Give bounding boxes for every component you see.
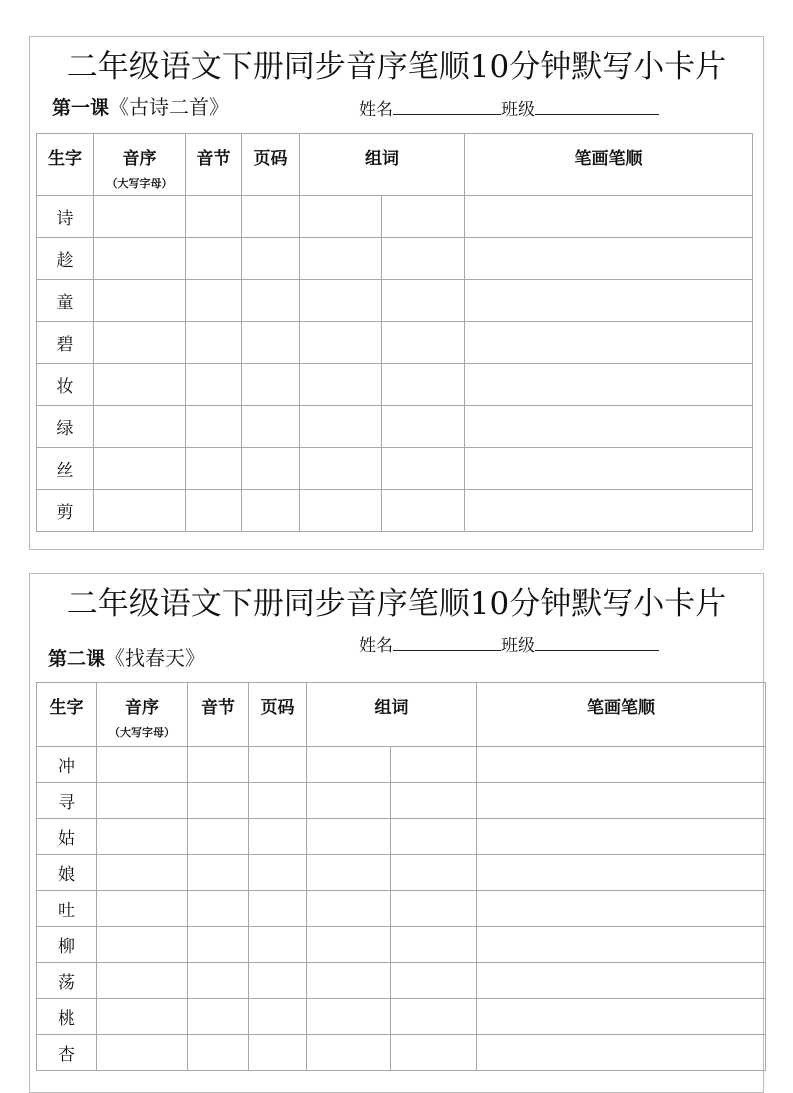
header-order-label: 音序 [122, 149, 157, 169]
lesson-heading [48, 642, 205, 671]
stroke-cell[interactable] [465, 322, 753, 364]
student-info [359, 95, 659, 120]
word-cell-2[interactable] [391, 1035, 477, 1071]
header-order-note: （大写字母） [106, 177, 173, 190]
word-cell-1[interactable] [300, 196, 382, 238]
order-cell[interactable] [97, 819, 188, 855]
order-cell[interactable] [94, 196, 186, 238]
syllable-cell[interactable] [186, 490, 242, 532]
class-blank[interactable] [535, 636, 659, 651]
syllable-cell[interactable] [188, 783, 249, 819]
syllable-cell[interactable] [188, 963, 249, 999]
page-cell[interactable] [249, 747, 307, 783]
table-row [37, 196, 753, 238]
char-cell: 桃 [37, 999, 97, 1035]
order-cell[interactable] [94, 448, 186, 490]
page-cell[interactable] [249, 927, 307, 963]
page-cell[interactable] [249, 783, 307, 819]
table-row [37, 963, 766, 999]
stroke-cell[interactable] [465, 196, 753, 238]
order-cell[interactable] [97, 963, 188, 999]
word-cell-1[interactable] [300, 490, 382, 532]
word-cell-2[interactable] [391, 891, 477, 927]
word-cell-2[interactable] [391, 819, 477, 855]
word-cell-2[interactable] [391, 963, 477, 999]
table-row [37, 927, 766, 963]
word-cell-2[interactable] [391, 999, 477, 1035]
page-cell[interactable] [242, 490, 300, 532]
dictation-table [36, 682, 766, 1071]
word-cell-1[interactable] [307, 1035, 391, 1071]
char-cell: 趁 [37, 238, 94, 280]
word-cell-1[interactable] [307, 855, 391, 891]
table-header-row [37, 683, 766, 747]
word-cell-2[interactable] [382, 490, 465, 532]
student-info [359, 631, 659, 656]
header-order [97, 683, 188, 747]
dictation-card-1 [29, 36, 764, 550]
char-cell: 柳 [37, 927, 97, 963]
word-cell-1[interactable] [307, 891, 391, 927]
syllable-cell[interactable] [186, 364, 242, 406]
word-cell-1[interactable] [300, 448, 382, 490]
header-order-note: （大写字母） [109, 726, 175, 739]
table-body [37, 196, 753, 532]
header-page: 页码 [242, 134, 300, 196]
word-cell-2[interactable] [382, 406, 465, 448]
order-cell[interactable] [97, 1035, 188, 1071]
word-cell-1[interactable] [300, 406, 382, 448]
table-row [37, 1035, 766, 1071]
card-title: 二年级语文下册同步音序笔顺10分钟默写小卡片 [66, 586, 727, 622]
word-cell-2[interactable] [382, 322, 465, 364]
word-cell-2[interactable] [382, 238, 465, 280]
char-cell: 娘 [37, 855, 97, 891]
page-cell[interactable] [242, 406, 300, 448]
dictation-card-2 [29, 573, 764, 1093]
order-cell[interactable] [94, 490, 186, 532]
page-cell[interactable] [242, 364, 300, 406]
char-cell: 杏 [37, 1035, 97, 1071]
char-cell: 荡 [37, 963, 97, 999]
stroke-cell[interactable] [465, 364, 753, 406]
stroke-cell[interactable] [477, 783, 766, 819]
syllable-cell[interactable] [186, 238, 242, 280]
table-row [37, 855, 766, 891]
stroke-cell[interactable] [477, 855, 766, 891]
lesson-name: 《古诗二首》 [109, 95, 230, 119]
table-body [37, 747, 766, 1071]
stroke-cell[interactable] [477, 1035, 766, 1071]
page-cell[interactable] [242, 196, 300, 238]
stroke-cell[interactable] [477, 927, 766, 963]
char-cell: 姑 [37, 819, 97, 855]
name-label: 姓名 [359, 100, 393, 120]
word-cell-2[interactable] [382, 280, 465, 322]
page-cell[interactable] [249, 963, 307, 999]
word-cell-2[interactable] [382, 364, 465, 406]
header-page: 页码 [249, 683, 307, 747]
table-row [37, 999, 766, 1035]
word-cell-2[interactable] [391, 927, 477, 963]
header-words: 组词 [307, 683, 477, 747]
page-cell[interactable] [249, 855, 307, 891]
order-cell[interactable] [97, 783, 188, 819]
stroke-cell[interactable] [477, 891, 766, 927]
char-cell: 碧 [37, 322, 94, 364]
page-cell[interactable] [249, 999, 307, 1035]
char-cell: 冲 [37, 747, 97, 783]
header-stroke: 笔画笔顺 [465, 134, 753, 196]
word-cell-2[interactable] [391, 783, 477, 819]
table-row [37, 891, 766, 927]
syllable-cell[interactable] [186, 280, 242, 322]
table-row [37, 406, 753, 448]
header-char: 生字 [37, 683, 97, 747]
char-cell: 寻 [37, 783, 97, 819]
table-row [37, 280, 753, 322]
lesson-heading [52, 91, 229, 120]
table-row [37, 747, 766, 783]
order-cell[interactable] [97, 855, 188, 891]
header-order-label: 音序 [125, 698, 159, 718]
name-blank[interactable] [393, 100, 501, 115]
order-cell[interactable] [94, 280, 186, 322]
word-cell-1[interactable] [307, 819, 391, 855]
header-order [94, 134, 186, 196]
table-row [37, 322, 753, 364]
word-cell-2[interactable] [382, 196, 465, 238]
table-row [37, 448, 753, 490]
stroke-cell[interactable] [465, 490, 753, 532]
lesson-label: 第二课 [48, 648, 106, 670]
word-cell-1[interactable] [300, 280, 382, 322]
order-cell[interactable] [94, 238, 186, 280]
syllable-cell[interactable] [188, 999, 249, 1035]
word-cell-2[interactable] [391, 747, 477, 783]
stroke-cell[interactable] [465, 280, 753, 322]
syllable-cell[interactable] [186, 406, 242, 448]
table-row [37, 238, 753, 280]
header-char: 生字 [37, 134, 94, 196]
syllable-cell[interactable] [188, 819, 249, 855]
order-cell[interactable] [94, 322, 186, 364]
syllable-cell[interactable] [188, 891, 249, 927]
page-cell[interactable] [242, 322, 300, 364]
dictation-table [36, 133, 753, 532]
word-cell-1[interactable] [300, 364, 382, 406]
stroke-cell[interactable] [465, 238, 753, 280]
table-header-row [37, 134, 753, 196]
word-cell-1[interactable] [307, 927, 391, 963]
order-cell[interactable] [97, 927, 188, 963]
stroke-cell[interactable] [477, 819, 766, 855]
syllable-cell[interactable] [186, 322, 242, 364]
char-cell: 诗 [37, 196, 94, 238]
char-cell: 绿 [37, 406, 94, 448]
char-cell: 童 [37, 280, 94, 322]
header-stroke: 笔画笔顺 [477, 683, 766, 747]
table-row [37, 490, 753, 532]
order-cell[interactable] [97, 999, 188, 1035]
lesson-name: 《找春天》 [105, 646, 206, 670]
syllable-cell[interactable] [188, 855, 249, 891]
stroke-cell[interactable] [477, 963, 766, 999]
stroke-cell[interactable] [477, 999, 766, 1035]
syllable-cell[interactable] [186, 448, 242, 490]
char-cell: 剪 [37, 490, 94, 532]
char-cell: 妆 [37, 364, 94, 406]
page-cell[interactable] [249, 891, 307, 927]
table-row [37, 364, 753, 406]
word-cell-1[interactable] [300, 238, 382, 280]
table-row [37, 783, 766, 819]
char-cell: 丝 [37, 448, 94, 490]
page-cell[interactable] [242, 280, 300, 322]
page-cell[interactable] [242, 448, 300, 490]
class-label: 班级 [501, 636, 535, 656]
word-cell-2[interactable] [391, 855, 477, 891]
word-cell-1[interactable] [307, 963, 391, 999]
word-cell-2[interactable] [382, 448, 465, 490]
name-label: 姓名 [359, 636, 393, 656]
page-cell[interactable] [242, 238, 300, 280]
class-blank[interactable] [535, 100, 659, 115]
stroke-cell[interactable] [477, 747, 766, 783]
word-cell-1[interactable] [300, 322, 382, 364]
stroke-cell[interactable] [465, 448, 753, 490]
syllable-cell[interactable] [186, 196, 242, 238]
syllable-cell[interactable] [188, 1035, 249, 1071]
order-cell[interactable] [94, 364, 186, 406]
name-blank[interactable] [393, 636, 501, 651]
char-cell: 吐 [37, 891, 97, 927]
card-title: 二年级语文下册同步音序笔顺10分钟默写小卡片 [66, 49, 727, 85]
page-cell[interactable] [249, 1035, 307, 1071]
header-syllable: 音节 [186, 134, 242, 196]
stroke-cell[interactable] [465, 406, 753, 448]
word-cell-1[interactable] [307, 747, 391, 783]
syllable-cell[interactable] [188, 927, 249, 963]
class-label: 班级 [501, 100, 535, 120]
page-cell[interactable] [249, 819, 307, 855]
order-cell[interactable] [94, 406, 186, 448]
syllable-cell[interactable] [188, 747, 249, 783]
header-syllable: 音节 [188, 683, 249, 747]
header-words: 组词 [300, 134, 465, 196]
word-cell-1[interactable] [307, 999, 391, 1035]
order-cell[interactable] [97, 891, 188, 927]
order-cell[interactable] [97, 747, 188, 783]
word-cell-1[interactable] [307, 783, 391, 819]
table-row [37, 819, 766, 855]
lesson-label: 第一课 [52, 97, 110, 119]
